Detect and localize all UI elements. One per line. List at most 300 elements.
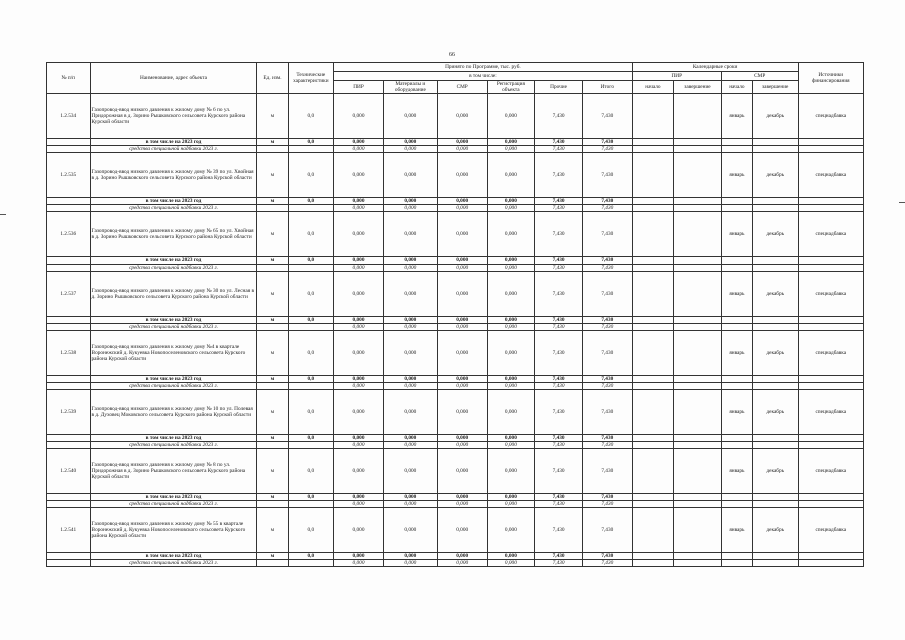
special-smr: 0,000 bbox=[437, 442, 487, 449]
subtotal-other: 7,430 bbox=[535, 375, 583, 382]
special-total: 7,430 bbox=[582, 146, 632, 153]
special-smr: 0,000 bbox=[437, 560, 487, 567]
subtotal-empty bbox=[721, 257, 752, 264]
subtotal-other: 7,430 bbox=[535, 494, 583, 501]
subtotal-empty bbox=[674, 316, 722, 323]
row-number: 1.2.537 bbox=[47, 271, 91, 316]
subtotal-empty bbox=[674, 198, 722, 205]
special-registration: 0,000 bbox=[487, 382, 535, 389]
cell-smr-end: декабрь bbox=[752, 389, 798, 434]
cell-pir-end bbox=[674, 389, 722, 434]
subtotal-empty bbox=[674, 375, 722, 382]
special-empty bbox=[288, 264, 334, 271]
table-row bbox=[47, 271, 864, 316]
special-row bbox=[47, 323, 864, 330]
special-num bbox=[47, 205, 91, 212]
subtotal-unit: м bbox=[257, 553, 288, 560]
cell-registration: 0,000 bbox=[487, 271, 535, 316]
special-empty bbox=[257, 442, 288, 449]
row-number: 1.2.535 bbox=[47, 153, 91, 198]
cell-registration: 0,000 bbox=[487, 508, 535, 553]
special-total: 7,430 bbox=[582, 382, 632, 389]
special-materials: 0,000 bbox=[383, 501, 437, 508]
header-total: Итого bbox=[582, 81, 632, 94]
subtotal-pir: 0,000 bbox=[334, 257, 384, 264]
subtotal-empty bbox=[752, 494, 798, 501]
subtotal-other: 7,430 bbox=[535, 434, 583, 441]
special-empty bbox=[632, 501, 673, 508]
cell-unit: м bbox=[257, 389, 288, 434]
subtotal-smr: 0,000 bbox=[437, 553, 487, 560]
subtotal-total: 7,430 bbox=[582, 257, 632, 264]
object-name: Газопровод-ввод низкого давления к жилому дому № 55 в квартале Воронежский д. Кукуевка Новопоселеновского сельсовета Курского района Курской области bbox=[90, 508, 257, 553]
special-empty bbox=[674, 264, 722, 271]
cell-source: спецнадбавка bbox=[798, 212, 863, 257]
subtotal-empty bbox=[721, 494, 752, 501]
cell-total: 7,430 bbox=[582, 271, 632, 316]
subtotal-unit: м bbox=[257, 139, 288, 146]
special-empty bbox=[257, 205, 288, 212]
cell-source: спецнадбавка bbox=[798, 153, 863, 198]
subtotal-empty bbox=[752, 375, 798, 382]
table-row bbox=[47, 508, 864, 553]
subtotal-registration: 0,000 bbox=[487, 257, 535, 264]
special-total: 7,430 bbox=[582, 442, 632, 449]
special-empty bbox=[798, 382, 863, 389]
special-empty bbox=[632, 382, 673, 389]
header-cal-pir: ПИР bbox=[632, 72, 721, 81]
cell-source: спецнадбавка bbox=[798, 389, 863, 434]
subtotal-empty bbox=[674, 494, 722, 501]
special-num bbox=[47, 560, 91, 567]
cell-pir-end bbox=[674, 94, 722, 139]
special-empty bbox=[674, 560, 722, 567]
subtotal-row bbox=[47, 375, 864, 382]
subtotal-total: 7,430 bbox=[582, 434, 632, 441]
cell-pir: 0,000 bbox=[334, 212, 384, 257]
special-empty bbox=[674, 382, 722, 389]
cell-source: спецнадбавка bbox=[798, 94, 863, 139]
subtotal-smr: 0,000 bbox=[437, 316, 487, 323]
special-materials: 0,000 bbox=[383, 560, 437, 567]
subtotal-registration: 0,000 bbox=[487, 434, 535, 441]
header-funds: Принято по Программе, тыс. руб. bbox=[334, 63, 633, 72]
special-empty bbox=[721, 323, 752, 330]
special-pir: 0,000 bbox=[334, 264, 384, 271]
cell-smr: 0,000 bbox=[437, 508, 487, 553]
subtotal-tech: 0,0 bbox=[288, 553, 334, 560]
subtotal-row bbox=[47, 553, 864, 560]
special-empty bbox=[674, 205, 722, 212]
special-materials: 0,000 bbox=[383, 146, 437, 153]
special-total: 7,430 bbox=[582, 560, 632, 567]
special-label: средства специальной надбавки 2023 г. bbox=[90, 323, 257, 330]
special-empty bbox=[288, 501, 334, 508]
subtotal-tech: 0,0 bbox=[288, 494, 334, 501]
subtotal-empty bbox=[632, 434, 673, 441]
cell-materials: 0,000 bbox=[383, 94, 437, 139]
cell-pir-end bbox=[674, 153, 722, 198]
special-empty bbox=[721, 442, 752, 449]
subtotal-empty bbox=[798, 198, 863, 205]
subtotal-empty bbox=[798, 553, 863, 560]
object-name: Газопровод-ввод низкого давления к жилому дому № 39 по ул. Хвойная в д. Зорино Рышковского сельсовета Курского района Курской области bbox=[90, 153, 257, 198]
cell-registration: 0,000 bbox=[487, 449, 535, 494]
subtotal-empty bbox=[721, 198, 752, 205]
subtotal-empty bbox=[752, 139, 798, 146]
special-empty bbox=[674, 323, 722, 330]
subtotal-smr: 0,000 bbox=[437, 139, 487, 146]
subtotal-pir: 0,000 bbox=[334, 198, 384, 205]
subtotal-total: 7,430 bbox=[582, 198, 632, 205]
cell-unit: м bbox=[257, 94, 288, 139]
subtotal-total: 7,430 bbox=[582, 375, 632, 382]
cell-other: 7,430 bbox=[535, 212, 583, 257]
subtotal-smr: 0,000 bbox=[437, 257, 487, 264]
subtotal-empty bbox=[632, 198, 673, 205]
subtotal-label: в том числе на 2023 год bbox=[90, 553, 257, 560]
subtotal-label: в том числе на 2023 год bbox=[90, 139, 257, 146]
subtotal-unit: м bbox=[257, 375, 288, 382]
table-row bbox=[47, 212, 864, 257]
cell-other: 7,430 bbox=[535, 153, 583, 198]
special-smr: 0,000 bbox=[437, 205, 487, 212]
subtotal-total: 7,430 bbox=[582, 316, 632, 323]
special-materials: 0,000 bbox=[383, 264, 437, 271]
special-empty bbox=[257, 501, 288, 508]
cell-pir-start bbox=[632, 389, 673, 434]
cell-pir-start bbox=[632, 330, 673, 375]
subtotal-empty bbox=[798, 316, 863, 323]
special-label: средства специальной надбавки 2023 г. bbox=[90, 442, 257, 449]
cell-other: 7,430 bbox=[535, 94, 583, 139]
special-smr: 0,000 bbox=[437, 264, 487, 271]
special-empty bbox=[257, 323, 288, 330]
special-empty bbox=[721, 382, 752, 389]
special-pir: 0,000 bbox=[334, 146, 384, 153]
subtotal-registration: 0,000 bbox=[487, 316, 535, 323]
cell-smr: 0,000 bbox=[437, 389, 487, 434]
special-empty bbox=[721, 264, 752, 271]
special-empty bbox=[798, 146, 863, 153]
cell-pir-start bbox=[632, 153, 673, 198]
subtotal-smr: 0,000 bbox=[437, 434, 487, 441]
cell-pir: 0,000 bbox=[334, 153, 384, 198]
special-empty bbox=[752, 205, 798, 212]
subtotal-registration: 0,000 bbox=[487, 139, 535, 146]
special-empty bbox=[798, 323, 863, 330]
special-empty bbox=[632, 560, 673, 567]
special-materials: 0,000 bbox=[383, 382, 437, 389]
subtotal-num bbox=[47, 257, 91, 264]
header-registration: Регистрация объекта bbox=[487, 81, 535, 94]
special-label: средства специальной надбавки 2023 г. bbox=[90, 205, 257, 212]
subtotal-pir: 0,000 bbox=[334, 316, 384, 323]
table-row bbox=[47, 153, 864, 198]
subtotal-empty bbox=[752, 316, 798, 323]
row-number: 1.2.540 bbox=[47, 449, 91, 494]
special-materials: 0,000 bbox=[383, 323, 437, 330]
subtotal-other: 7,430 bbox=[535, 553, 583, 560]
subtotal-unit: м bbox=[257, 198, 288, 205]
header-unit: Ед. изм. bbox=[257, 63, 288, 94]
subtotal-total: 7,430 bbox=[582, 553, 632, 560]
subtotal-empty bbox=[632, 139, 673, 146]
special-num bbox=[47, 382, 91, 389]
object-name: Газопровод-ввод низкого давления к жилому дому № 65 по ул. Хвойная в д. Зорино Рышковского сельсовета Курского района Курской области bbox=[90, 212, 257, 257]
special-empty bbox=[798, 205, 863, 212]
cell-total: 7,430 bbox=[582, 94, 632, 139]
cell-source: спецнадбавка bbox=[798, 508, 863, 553]
subtotal-empty bbox=[752, 434, 798, 441]
special-num bbox=[47, 264, 91, 271]
special-label: средства специальной надбавки 2023 г. bbox=[90, 382, 257, 389]
special-empty bbox=[257, 560, 288, 567]
subtotal-unit: м bbox=[257, 316, 288, 323]
cell-smr: 0,000 bbox=[437, 153, 487, 198]
special-label: средства специальной надбавки 2023 г. bbox=[90, 264, 257, 271]
object-name: Газопровод-ввод низкого давления к жилому дому №4 в квартале Воронежский д. Кукуевка Новопоселеновского сельсовета Курского района Курской области bbox=[90, 330, 257, 375]
special-empty bbox=[752, 323, 798, 330]
cell-pir-end bbox=[674, 508, 722, 553]
cell-tech: 0,0 bbox=[288, 153, 334, 198]
subtotal-materials: 0,000 bbox=[383, 257, 437, 264]
subtotal-pir: 0,000 bbox=[334, 553, 384, 560]
cell-unit: м bbox=[257, 271, 288, 316]
subtotal-num bbox=[47, 198, 91, 205]
special-empty bbox=[288, 382, 334, 389]
subtotal-materials: 0,000 bbox=[383, 553, 437, 560]
special-pir: 0,000 bbox=[334, 205, 384, 212]
special-materials: 0,000 bbox=[383, 442, 437, 449]
special-total: 7,430 bbox=[582, 501, 632, 508]
subtotal-materials: 0,000 bbox=[383, 198, 437, 205]
special-empty bbox=[721, 205, 752, 212]
cell-other: 7,430 bbox=[535, 330, 583, 375]
special-empty bbox=[674, 501, 722, 508]
table-row bbox=[47, 449, 864, 494]
special-registration: 0,000 bbox=[487, 264, 535, 271]
special-empty bbox=[752, 501, 798, 508]
cell-unit: м bbox=[257, 212, 288, 257]
subtotal-empty bbox=[752, 553, 798, 560]
subtotal-materials: 0,000 bbox=[383, 494, 437, 501]
special-registration: 0,000 bbox=[487, 501, 535, 508]
subtotal-pir: 0,000 bbox=[334, 139, 384, 146]
subtotal-empty bbox=[721, 139, 752, 146]
subtotal-empty bbox=[798, 434, 863, 441]
special-registration: 0,000 bbox=[487, 323, 535, 330]
subtotal-empty bbox=[798, 257, 863, 264]
object-name: Газопровод-ввод низкого давления к жилому дому № 6 по ул. Придорожная в д. Зорино Рышковского сельсовета Курского района Курской области bbox=[90, 94, 257, 139]
cell-smr: 0,000 bbox=[437, 94, 487, 139]
header-source: Источники финансирования bbox=[798, 63, 863, 94]
special-empty bbox=[632, 264, 673, 271]
subtotal-tech: 0,0 bbox=[288, 257, 334, 264]
special-other: 7,430 bbox=[535, 442, 583, 449]
cell-other: 7,430 bbox=[535, 271, 583, 316]
special-empty bbox=[752, 442, 798, 449]
special-empty bbox=[632, 205, 673, 212]
cell-other: 7,430 bbox=[535, 449, 583, 494]
special-other: 7,430 bbox=[535, 501, 583, 508]
cell-pir: 0,000 bbox=[334, 271, 384, 316]
special-empty bbox=[798, 501, 863, 508]
cell-pir-start bbox=[632, 212, 673, 257]
cell-pir-start bbox=[632, 508, 673, 553]
special-empty bbox=[674, 146, 722, 153]
special-pir: 0,000 bbox=[334, 382, 384, 389]
header-tech: Технические характеристики bbox=[288, 63, 334, 94]
subtotal-label: в том числе на 2023 год bbox=[90, 198, 257, 205]
cell-pir: 0,000 bbox=[334, 389, 384, 434]
subtotal-empty bbox=[674, 139, 722, 146]
object-name: Газопровод-ввод низкого давления к жилому дому № 30 по ул. Лесная в д. Зорино Рышковского сельсовета Курского района Курской области bbox=[90, 271, 257, 316]
cell-total: 7,430 bbox=[582, 330, 632, 375]
cell-materials: 0,000 bbox=[383, 449, 437, 494]
subtotal-other: 7,430 bbox=[535, 316, 583, 323]
subtotal-label: в том числе на 2023 год bbox=[90, 494, 257, 501]
cell-smr-start: январь bbox=[721, 94, 752, 139]
header-smr-start: начало bbox=[721, 81, 752, 94]
subtotal-registration: 0,000 bbox=[487, 553, 535, 560]
subtotal-tech: 0,0 bbox=[288, 198, 334, 205]
row-number: 1.2.538 bbox=[47, 330, 91, 375]
header-cal-smr: СМР bbox=[721, 72, 798, 81]
special-row bbox=[47, 560, 864, 567]
cell-tech: 0,0 bbox=[288, 508, 334, 553]
special-row bbox=[47, 382, 864, 389]
header-other: Прочие bbox=[535, 81, 583, 94]
cell-materials: 0,000 bbox=[383, 212, 437, 257]
special-empty bbox=[798, 442, 863, 449]
special-pir: 0,000 bbox=[334, 501, 384, 508]
row-number: 1.2.536 bbox=[47, 212, 91, 257]
subtotal-tech: 0,0 bbox=[288, 139, 334, 146]
special-other: 7,430 bbox=[535, 323, 583, 330]
cell-smr-end: декабрь bbox=[752, 153, 798, 198]
subtotal-empty bbox=[752, 257, 798, 264]
subtotal-empty bbox=[721, 375, 752, 382]
special-other: 7,430 bbox=[535, 382, 583, 389]
subtotal-registration: 0,000 bbox=[487, 198, 535, 205]
subtotal-row bbox=[47, 139, 864, 146]
header-smr-end: завершение bbox=[752, 81, 798, 94]
cell-smr-end: декабрь bbox=[752, 449, 798, 494]
cell-smr: 0,000 bbox=[437, 212, 487, 257]
subtotal-unit: м bbox=[257, 494, 288, 501]
subtotal-empty bbox=[798, 494, 863, 501]
cell-pir-start bbox=[632, 94, 673, 139]
subtotal-num bbox=[47, 316, 91, 323]
cell-pir: 0,000 bbox=[334, 94, 384, 139]
subtotal-empty bbox=[674, 434, 722, 441]
cell-smr-end: декабрь bbox=[752, 330, 798, 375]
subtotal-unit: м bbox=[257, 434, 288, 441]
cell-registration: 0,000 bbox=[487, 212, 535, 257]
object-name: Газопровод-ввод низкого давления к жилому дому № 10 по ул. Полевая в д. Духовец Моковского сельсовета Курского района Курской области bbox=[90, 389, 257, 434]
table-row bbox=[47, 389, 864, 434]
cell-materials: 0,000 bbox=[383, 508, 437, 553]
subtotal-other: 7,430 bbox=[535, 257, 583, 264]
subtotal-empty bbox=[632, 494, 673, 501]
cell-source: спецнадбавка bbox=[798, 330, 863, 375]
special-smr: 0,000 bbox=[437, 146, 487, 153]
special-empty bbox=[288, 146, 334, 153]
subtotal-registration: 0,000 bbox=[487, 494, 535, 501]
special-label: средства специальной надбавки 2023 г. bbox=[90, 560, 257, 567]
subtotal-empty bbox=[721, 434, 752, 441]
cell-materials: 0,000 bbox=[383, 271, 437, 316]
subtotal-label: в том числе на 2023 год bbox=[90, 434, 257, 441]
cell-smr: 0,000 bbox=[437, 449, 487, 494]
cell-materials: 0,000 bbox=[383, 330, 437, 375]
special-other: 7,430 bbox=[535, 146, 583, 153]
cell-materials: 0,000 bbox=[383, 153, 437, 198]
special-num bbox=[47, 146, 91, 153]
special-registration: 0,000 bbox=[487, 205, 535, 212]
cell-smr-start: январь bbox=[721, 271, 752, 316]
cell-tech: 0,0 bbox=[288, 94, 334, 139]
cell-other: 7,430 bbox=[535, 389, 583, 434]
header-calendar: Календарные сроки bbox=[632, 63, 798, 72]
special-empty bbox=[257, 264, 288, 271]
cell-tech: 0,0 bbox=[288, 271, 334, 316]
header-smr: СМР bbox=[437, 81, 487, 94]
subtotal-total: 7,430 bbox=[582, 139, 632, 146]
header-pir: ПИР bbox=[334, 81, 384, 94]
subtotal-other: 7,430 bbox=[535, 198, 583, 205]
subtotal-num bbox=[47, 434, 91, 441]
subtotal-row bbox=[47, 434, 864, 441]
subtotal-registration: 0,000 bbox=[487, 375, 535, 382]
special-empty bbox=[721, 146, 752, 153]
cell-total: 7,430 bbox=[582, 153, 632, 198]
special-empty bbox=[721, 560, 752, 567]
subtotal-label: в том числе на 2023 год bbox=[90, 375, 257, 382]
cell-pir: 0,000 bbox=[334, 508, 384, 553]
subtotal-empty bbox=[752, 198, 798, 205]
special-row bbox=[47, 501, 864, 508]
header-name: Наименование, адрес объекта bbox=[90, 63, 257, 94]
special-empty bbox=[632, 323, 673, 330]
cell-tech: 0,0 bbox=[288, 389, 334, 434]
cell-smr-start: январь bbox=[721, 449, 752, 494]
cell-source: спецнадбавка bbox=[798, 449, 863, 494]
cell-tech: 0,0 bbox=[288, 449, 334, 494]
header-start: начало bbox=[632, 81, 673, 94]
cell-tech: 0,0 bbox=[288, 212, 334, 257]
subtotal-row bbox=[47, 257, 864, 264]
special-row bbox=[47, 264, 864, 271]
subtotal-num bbox=[47, 494, 91, 501]
subtotal-materials: 0,000 bbox=[383, 316, 437, 323]
subtotal-label: в том числе на 2023 год bbox=[90, 316, 257, 323]
table-row bbox=[47, 94, 864, 139]
subtotal-row bbox=[47, 316, 864, 323]
special-num bbox=[47, 501, 91, 508]
special-materials: 0,000 bbox=[383, 205, 437, 212]
edge-mark bbox=[899, 202, 905, 203]
cell-total: 7,430 bbox=[582, 212, 632, 257]
row-number: 1.2.534 bbox=[47, 94, 91, 139]
special-empty bbox=[632, 442, 673, 449]
cell-unit: м bbox=[257, 508, 288, 553]
subtotal-materials: 0,000 bbox=[383, 139, 437, 146]
special-pir: 0,000 bbox=[334, 560, 384, 567]
cell-smr-start: январь bbox=[721, 389, 752, 434]
cell-materials: 0,000 bbox=[383, 389, 437, 434]
